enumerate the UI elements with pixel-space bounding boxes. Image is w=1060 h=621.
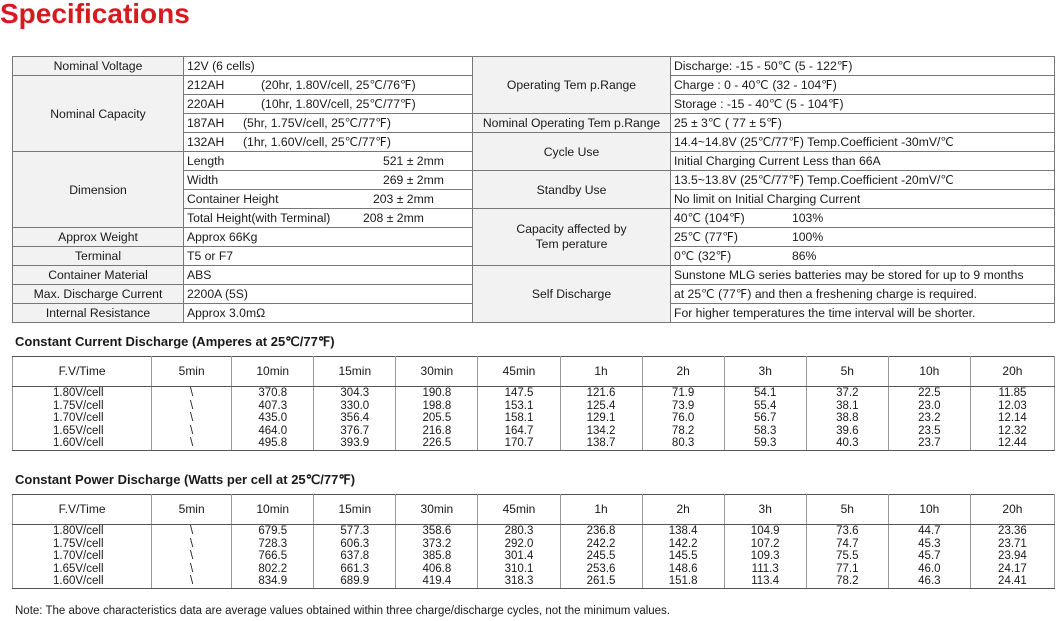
- table-cell: \: [152, 563, 232, 576]
- row-label: 1.75V/cell: [13, 538, 152, 551]
- standby-use-row: 13.5~13.8V (25℃/77℉) Temp.Coefficient -20mV/℃: [671, 171, 1055, 190]
- table-cell: 134.2: [560, 425, 642, 438]
- table-row: [13, 525, 1055, 538]
- table-cell: 23.0: [888, 400, 970, 413]
- table-cell: 77.1: [806, 563, 888, 576]
- column-header: 3h: [724, 357, 806, 387]
- table-cell: 407.3: [232, 400, 314, 413]
- table-cell: 216.8: [396, 425, 478, 438]
- column-header: 45min: [478, 357, 560, 387]
- table-cell: 23.94: [970, 550, 1054, 563]
- capacity-temp-row: 40℃ (104℉) 103%: [671, 209, 1055, 228]
- column-header: 20h: [970, 495, 1054, 525]
- internal-resistance-value: Approx 3.0mΩ: [184, 304, 473, 323]
- table-cell: 435.0: [232, 412, 314, 425]
- column-header: 30min: [396, 495, 478, 525]
- column-header: 10h: [888, 357, 970, 387]
- nominal-operating-temp-label: Nominal Operating Tem p.Range: [473, 114, 671, 133]
- table-cell: 170.7: [478, 437, 560, 450]
- table-cell: 236.8: [560, 525, 642, 538]
- table-cell: 23.36: [970, 525, 1054, 538]
- row-label: 1.60V/cell: [13, 437, 152, 450]
- max-discharge-value: 2200A (5S): [184, 285, 473, 304]
- table-cell: 24.17: [970, 563, 1054, 576]
- table-cell: 75.5: [806, 550, 888, 563]
- table-cell: 78.2: [642, 425, 724, 438]
- table-cell: 121.6: [560, 387, 642, 400]
- table-row: [13, 387, 1055, 400]
- table-cell: \: [152, 387, 232, 400]
- table-cell: \: [152, 550, 232, 563]
- column-header: 45min: [478, 495, 560, 525]
- row-label: 1.75V/cell: [13, 400, 152, 413]
- nominal-voltage-label: Nominal Voltage: [13, 57, 184, 76]
- table-cell: 71.9: [642, 387, 724, 400]
- internal-resistance-label: Internal Resistance: [13, 304, 184, 323]
- table-cell: 73.6: [806, 525, 888, 538]
- capacity-row: 187AH (5hr, 1.75V/cell, 25℃/77℉): [184, 114, 473, 133]
- table-cell: 373.2: [396, 538, 478, 551]
- table-row: [13, 538, 1055, 551]
- table-cell: 45.7: [888, 550, 970, 563]
- capacity-row: 220AH (10hr, 1.80V/cell, 25℃/77℉): [184, 95, 473, 114]
- standby-use-label: Standby Use: [473, 171, 671, 209]
- self-discharge-row: Sunstone MLG series batteries may be stored for up to 9 months: [671, 266, 1055, 285]
- table-cell: 661.3: [314, 563, 396, 576]
- table-cell: 59.3: [724, 437, 806, 450]
- table-cell: 158.1: [478, 412, 560, 425]
- row-label: 1.80V/cell: [13, 525, 152, 538]
- table-cell: 304.3: [314, 387, 396, 400]
- table-cell: 138.7: [560, 437, 642, 450]
- table-cell: 606.3: [314, 538, 396, 551]
- column-header: 5h: [806, 495, 888, 525]
- table-cell: 46.3: [888, 575, 970, 588]
- table-cell: \: [152, 437, 232, 450]
- self-discharge-row: For higher temperatures the time interval will be shorter.: [671, 304, 1055, 323]
- table-cell: 56.7: [724, 412, 806, 425]
- column-header: 5h: [806, 357, 888, 387]
- row-label: 1.65V/cell: [13, 425, 152, 438]
- column-header: 2h: [642, 357, 724, 387]
- row-label: 1.65V/cell: [13, 563, 152, 576]
- column-header: 10min: [232, 495, 314, 525]
- power-discharge-table: [12, 494, 1055, 589]
- table-cell: 44.7: [888, 525, 970, 538]
- cycle-use-row: 14.4~14.8V (25℃/77℉) Temp.Coefficient -30mV/℃: [671, 133, 1055, 152]
- table-cell: 253.6: [560, 563, 642, 576]
- table-cell: 40.3: [806, 437, 888, 450]
- table-cell: 24.41: [970, 575, 1054, 588]
- table-cell: \: [152, 525, 232, 538]
- column-header: 1h: [560, 495, 642, 525]
- nominal-operating-temp-value: 25 ± 3℃ ( 77 ± 5℉): [671, 114, 1055, 133]
- column-header: 20h: [970, 357, 1054, 387]
- table-cell: 261.5: [560, 575, 642, 588]
- column-header: 3h: [724, 495, 806, 525]
- table-cell: 728.3: [232, 538, 314, 551]
- page-title: Specifications: [0, 0, 190, 29]
- table-cell: 37.2: [806, 387, 888, 400]
- table-cell: 54.1: [724, 387, 806, 400]
- table-cell: 12.14: [970, 412, 1054, 425]
- column-header: 5min: [152, 495, 232, 525]
- table-cell: 55.4: [724, 400, 806, 413]
- table-cell: \: [152, 575, 232, 588]
- row-label: 1.70V/cell: [13, 412, 152, 425]
- nominal-voltage-value: 12V (6 cells): [184, 57, 473, 76]
- table-cell: 406.8: [396, 563, 478, 576]
- table-cell: 145.5: [642, 550, 724, 563]
- table-cell: 129.1: [560, 412, 642, 425]
- table-cell: 38.8: [806, 412, 888, 425]
- table-cell: 577.3: [314, 525, 396, 538]
- specifications-table: [12, 56, 1055, 323]
- table-cell: 73.9: [642, 400, 724, 413]
- operating-temp-charge: Charge : 0 - 40℃ (32 - 104℉): [671, 76, 1055, 95]
- row-label: 1.80V/cell: [13, 387, 152, 400]
- column-header: 30min: [396, 357, 478, 387]
- capacity-row: 132AH (1hr, 1.60V/cell, 25℃/77℉): [184, 133, 473, 152]
- terminal-label: Terminal: [13, 247, 184, 266]
- table-cell: 242.2: [560, 538, 642, 551]
- table-cell: 637.8: [314, 550, 396, 563]
- self-discharge-label: Self Discharge: [473, 266, 671, 323]
- table-cell: \: [152, 412, 232, 425]
- column-header: 1h: [560, 357, 642, 387]
- container-material-label: Container Material: [13, 266, 184, 285]
- table-cell: 148.6: [642, 563, 724, 576]
- dimension-row: Width 269 ± 2mm: [184, 171, 473, 190]
- operating-temp-storage: Storage : -15 - 40℃ (5 - 104℉): [671, 95, 1055, 114]
- table-cell: \: [152, 538, 232, 551]
- operating-temp-discharge: Discharge: -15 - 50℃ (5 - 122℉): [671, 57, 1055, 76]
- table-cell: 23.71: [970, 538, 1054, 551]
- table-cell: 151.8: [642, 575, 724, 588]
- dimension-row: Total Height(with Terminal) 208 ± 2mm: [184, 209, 473, 228]
- table-cell: 301.4: [478, 550, 560, 563]
- table-cell: 138.4: [642, 525, 724, 538]
- row-label: 1.60V/cell: [13, 575, 152, 588]
- capacity-temp-label: Capacity affected by Tem perature: [473, 209, 671, 266]
- standby-use-row: No limit on Initial Charging Current: [671, 190, 1055, 209]
- dimension-label: Dimension: [13, 152, 184, 228]
- table-cell: 766.5: [232, 550, 314, 563]
- table-cell: 76.0: [642, 412, 724, 425]
- table-cell: 318.3: [478, 575, 560, 588]
- table-cell: 245.5: [560, 550, 642, 563]
- table-cell: 12.03: [970, 400, 1054, 413]
- table-row: [13, 437, 1055, 450]
- column-header: 2h: [642, 495, 724, 525]
- table-cell: 190.8: [396, 387, 478, 400]
- table-cell: 22.5: [888, 387, 970, 400]
- table-cell: 80.3: [642, 437, 724, 450]
- table-cell: 113.4: [724, 575, 806, 588]
- table-cell: 385.8: [396, 550, 478, 563]
- approx-weight-value: Approx 66Kg: [184, 228, 473, 247]
- table-cell: 23.7: [888, 437, 970, 450]
- table-cell: 292.0: [478, 538, 560, 551]
- cycle-use-label: Cycle Use: [473, 133, 671, 171]
- table-cell: 147.5: [478, 387, 560, 400]
- column-header: F.V/Time: [13, 495, 152, 525]
- nominal-capacity-label: Nominal Capacity: [13, 76, 184, 152]
- table-cell: 104.9: [724, 525, 806, 538]
- table-cell: 226.5: [396, 437, 478, 450]
- table-cell: 164.7: [478, 425, 560, 438]
- table-cell: 464.0: [232, 425, 314, 438]
- table-cell: 330.0: [314, 400, 396, 413]
- table-cell: 393.9: [314, 437, 396, 450]
- table-cell: 142.2: [642, 538, 724, 551]
- table-cell: 23.5: [888, 425, 970, 438]
- table-cell: \: [152, 400, 232, 413]
- table-cell: 111.3: [724, 563, 806, 576]
- table-cell: 78.2: [806, 575, 888, 588]
- max-discharge-label: Max. Discharge Current: [13, 285, 184, 304]
- table-cell: \: [152, 425, 232, 438]
- table-row: [13, 425, 1055, 438]
- table-cell: 46.0: [888, 563, 970, 576]
- footnote: Note: The above characteristics data are average values obtained within three charge/discharge cycles, not the minimum values.: [15, 605, 671, 617]
- table-cell: 38.1: [806, 400, 888, 413]
- table-row: [13, 563, 1055, 576]
- table-row: [13, 550, 1055, 563]
- row-label: 1.70V/cell: [13, 550, 152, 563]
- capacity-row: 212AH (20hr, 1.80V/cell, 25℃/76℉): [184, 76, 473, 95]
- column-header: 5min: [152, 357, 232, 387]
- table-cell: 310.1: [478, 563, 560, 576]
- table-cell: 419.4: [396, 575, 478, 588]
- table-cell: 109.3: [724, 550, 806, 563]
- column-header: 15min: [314, 495, 396, 525]
- column-header: 10min: [232, 357, 314, 387]
- table-cell: 39.6: [806, 425, 888, 438]
- table-cell: 107.2: [724, 538, 806, 551]
- terminal-value: T5 or F7: [184, 247, 473, 266]
- table-header-row: [13, 357, 1055, 387]
- table-cell: 198.8: [396, 400, 478, 413]
- table-cell: 689.9: [314, 575, 396, 588]
- container-material-value: ABS: [184, 266, 473, 285]
- table-cell: 679.5: [232, 525, 314, 538]
- dimension-row: Container Height 203 ± 2mm: [184, 190, 473, 209]
- table-cell: 280.3: [478, 525, 560, 538]
- table-cell: 153.1: [478, 400, 560, 413]
- self-discharge-row: at 25℃ (77℉) and then a freshening charge is required.: [671, 285, 1055, 304]
- capacity-temp-row: 0℃ (32℉) 86%: [671, 247, 1055, 266]
- table-cell: 376.7: [314, 425, 396, 438]
- table-row: [13, 575, 1055, 588]
- dimension-row: Length 521 ± 2mm: [184, 152, 473, 171]
- table-cell: 58.3: [724, 425, 806, 438]
- table-cell: 125.4: [560, 400, 642, 413]
- table-cell: 11.85: [970, 387, 1054, 400]
- cycle-use-row: Initial Charging Current Less than 66A: [671, 152, 1055, 171]
- table-header-row: [13, 495, 1055, 525]
- table-row: [13, 412, 1055, 425]
- table-cell: 834.9: [232, 575, 314, 588]
- table-cell: 802.2: [232, 563, 314, 576]
- current-discharge-title: Constant Current Discharge (Amperes at 25℃/77℉): [15, 334, 335, 349]
- table-cell: 12.44: [970, 437, 1054, 450]
- table-cell: 356.4: [314, 412, 396, 425]
- operating-temp-label: Operating Tem p.Range: [473, 57, 671, 114]
- table-cell: 205.5: [396, 412, 478, 425]
- table-row: [13, 400, 1055, 413]
- table-cell: 495.8: [232, 437, 314, 450]
- table-cell: 12.32: [970, 425, 1054, 438]
- column-header: 15min: [314, 357, 396, 387]
- power-discharge-title: Constant Power Discharge (Watts per cell at 25℃/77℉): [15, 472, 356, 487]
- capacity-temp-row: 25℃ (77℉) 100%: [671, 228, 1055, 247]
- table-cell: 370.8: [232, 387, 314, 400]
- table-cell: 45.3: [888, 538, 970, 551]
- table-cell: 23.2: [888, 412, 970, 425]
- approx-weight-label: Approx Weight: [13, 228, 184, 247]
- table-cell: 358.6: [396, 525, 478, 538]
- table-cell: 74.7: [806, 538, 888, 551]
- current-discharge-table: [12, 356, 1055, 451]
- column-header: F.V/Time: [13, 357, 152, 387]
- column-header: 10h: [888, 495, 970, 525]
